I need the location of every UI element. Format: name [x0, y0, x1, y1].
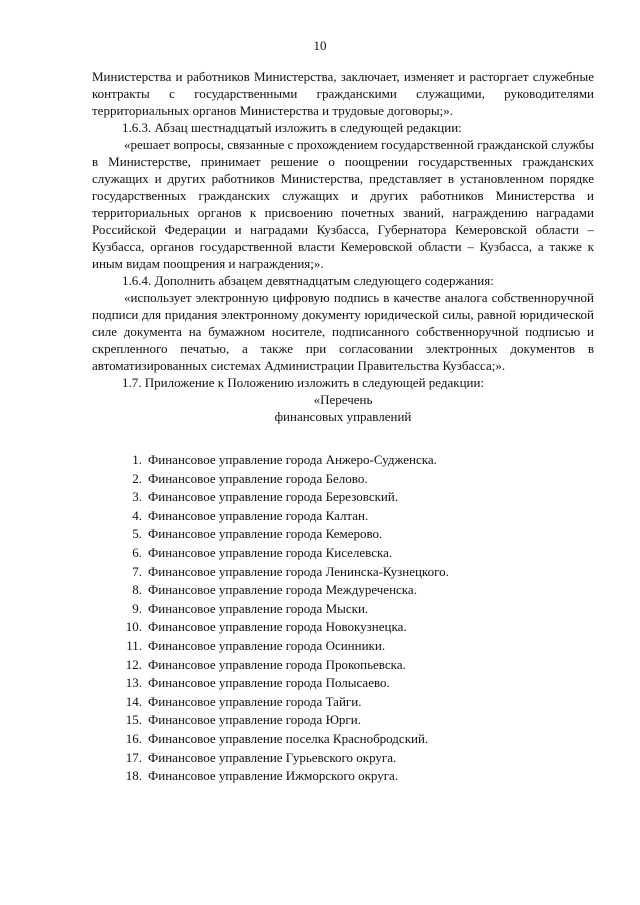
list-item-text: Финансовое управление города Киселевска. [148, 544, 393, 560]
list-item-number: 14. [125, 693, 142, 709]
list-item-text: Финансовое управление города Юрги. [148, 712, 361, 728]
list-item-number: 2. [132, 470, 142, 486]
list-item-number: 5. [132, 526, 142, 542]
list-item-text: Финансовое управление города Осинники. [148, 637, 386, 653]
list-item [120, 637, 594, 656]
paragraph-quote-1: «решает вопросы, связанные с прохождением государственной гражданской службы в Министерстве, принимает решение о поощрении государственных гражданских служащих и других работников Министерства, представляет в установленном порядке государственных гражданских служащих и других работников Министерства и территориальных органов к присвоению почетных званий, награждению наградами Российской Федерации и наградами Кузбасса, Губернатора Кемеровской области – Кузбасса, органов государственной власти Кемеровской области – Кузбасса, а также к иным видам поощрения и награждения;». [92, 137, 594, 271]
list-item-number: 15. [125, 712, 142, 728]
list-heading-line-2: финансовых управлений [274, 409, 412, 424]
list-item-number: 11. [126, 637, 142, 653]
list-item [120, 544, 594, 563]
finance-departments-list [92, 451, 594, 786]
list-item-number: 18. [125, 768, 142, 784]
paragraph-1-6-4: 1.6.4. Дополнить абзацем девятнадцатым следующего содержания: [122, 273, 494, 288]
list-item-number: 7. [132, 563, 142, 579]
list-item [120, 525, 594, 544]
list-item [120, 563, 594, 582]
list-item-text: Финансовое управление поселка Краснобродский. [148, 730, 429, 746]
list-item-number: 17. [125, 749, 142, 765]
list-item-number: 9. [132, 600, 142, 616]
list-item [120, 749, 594, 768]
list-item [120, 767, 594, 786]
list-item-number: 4. [132, 507, 142, 523]
list-item [120, 674, 594, 693]
list-item-text: Финансовое управление Ижморского округа. [148, 768, 399, 784]
list-item-number: 10. [125, 619, 142, 635]
list-item-text: Финансовое управление города Анжеро-Судженска. [148, 452, 437, 467]
list-item-text: Финансовое управление города Березовский. [148, 489, 399, 505]
list-item-text: Финансовое управление города Тайги. [148, 693, 362, 709]
list-item [120, 451, 594, 470]
list-heading-line-1: «Перечень [313, 392, 373, 407]
list-item-number: 3. [132, 489, 142, 505]
document-body [92, 68, 594, 786]
list-item-text: Финансовое управление города Белово. [148, 470, 368, 486]
list-item [120, 618, 594, 637]
list-item [120, 693, 594, 712]
list-item [120, 581, 594, 600]
list-item-text: Финансовое управление Гурьевского округа. [148, 749, 397, 765]
list-item-number: 16. [125, 730, 142, 746]
list-item-number: 13. [125, 675, 142, 691]
list-item [120, 470, 594, 489]
paragraph-quote-2: «использует электронную цифровую подпись в качестве аналога собственноручной подписи для придания электронному документу юридической силы, равной юридической силе документа на бумажном носителе, подписанного собственноручной подписью и скрепленного печатью, а также при согласовании электронных документов в автоматизированных системах Администрации Правительства Кузбасса;». [92, 290, 594, 373]
list-item-text: Финансовое управление города Полысаево. [148, 675, 390, 691]
paragraph-1-7: 1.7. Приложение к Положению изложить в следующей редакции: [122, 375, 485, 390]
list-item [120, 600, 594, 619]
page-number: 10 [313, 38, 327, 53]
list-item-text: Финансовое управление города Калтан. [148, 507, 369, 523]
list-item-number: 6. [132, 544, 142, 560]
list-item [120, 730, 594, 749]
list-item-text: Финансовое управление города Новокузнецка. [148, 619, 407, 635]
list-item-number: 1. [132, 452, 142, 467]
list-item-text: Финансовое управление города Междуреченска. [148, 582, 417, 598]
list-item-text: Финансовое управление города Мыски. [148, 600, 369, 616]
list-item-number: 8. [132, 582, 142, 598]
list-item [120, 507, 594, 526]
paragraph-continuation: Министерства и работников Министерства, заключает, изменяет и расторгает служебные контракты с государственными гражданскими служащими, руководителями территориальных органов Министерства и трудовые договоры;». [92, 69, 594, 118]
list-item-number: 12. [125, 656, 142, 672]
list-item-text: Финансовое управление города Прокопьевска. [148, 656, 406, 672]
list-item [120, 656, 594, 675]
list-item [120, 711, 594, 730]
list-item [120, 488, 594, 507]
list-item-text: Финансовое управление города Кемерово. [148, 526, 383, 542]
list-item-text: Финансовое управление города Ленинска-Кузнецкого. [148, 563, 449, 579]
paragraph-1-6-3: 1.6.3. Абзац шестнадцатый изложить в следующей редакции: [122, 120, 462, 135]
